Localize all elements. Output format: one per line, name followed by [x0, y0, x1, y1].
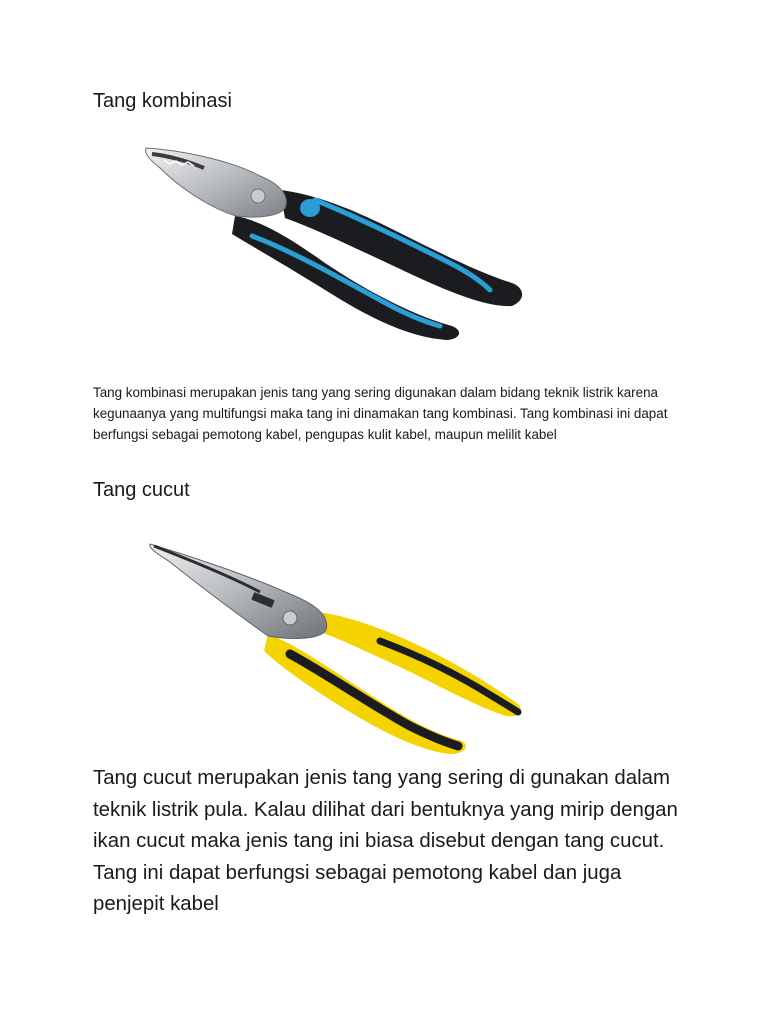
section-heading-tang-cucut: Tang cucut: [93, 479, 190, 501]
long-nose-pliers-icon: [140, 536, 540, 761]
section-body-tang-kombinasi: Tang kombinasi merupakan jenis tang yang sering digunakan dalam bidang teknik listrik karena kegunaanya yang multifungsi maka tang ini dinamakan tang kombinasi. Tang kombinasi ini dapat berfungsi sebagai pemotong kabel, pengupas kulit kabel, maupun melilit kabel: [93, 385, 668, 442]
combination-pliers-image: [140, 138, 540, 348]
combination-pliers-icon: [140, 138, 540, 348]
long-nose-pliers-image: [140, 536, 540, 761]
section-heading-tang-kombinasi: Tang kombinasi: [93, 90, 232, 112]
section-body-tang-cucut: Tang cucut merupakan jenis tang yang sering di gunakan dalam teknik listrik pula. Kalau dilihat dari bentuknya yang mirip dengan ikan cucut maka jenis tang ini biasa disebut dengan tang cucut. Tang ini dapat berfungsi sebagai pemotong kabel dan juga penjepit kabel: [93, 767, 678, 915]
